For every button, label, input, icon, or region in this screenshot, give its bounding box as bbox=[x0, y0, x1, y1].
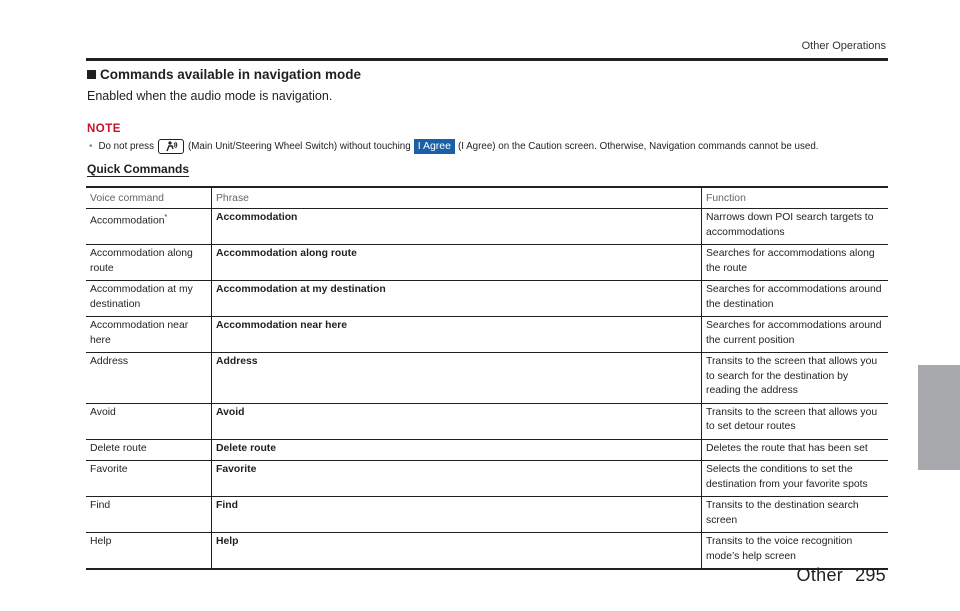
phrase-cell: Find bbox=[212, 497, 702, 533]
phrase-cell: Accommodation bbox=[212, 209, 702, 245]
square-bullet-icon bbox=[87, 70, 96, 79]
voice-command-text: Accommodation near here bbox=[90, 320, 189, 346]
voice-command-cell bbox=[86, 439, 212, 461]
function-cell: Searches for accommodations around the current position bbox=[702, 317, 889, 353]
page-number: 295 bbox=[855, 565, 886, 585]
voice-command-cell bbox=[86, 461, 212, 497]
voice-command-text: Accommodation along route bbox=[90, 248, 193, 274]
voice-command-text: Help bbox=[90, 536, 112, 547]
voice-command-cell bbox=[86, 209, 212, 245]
voice-command-text: Accommodation bbox=[90, 215, 165, 227]
section-intro: Enabled when the audio mode is navigation. bbox=[87, 89, 333, 103]
table-row bbox=[86, 245, 888, 281]
table-row bbox=[86, 461, 888, 497]
voice-command-text: Find bbox=[90, 500, 111, 511]
table-row bbox=[86, 439, 888, 461]
page-footer bbox=[797, 565, 886, 586]
voice-command-text: Favorite bbox=[90, 464, 128, 475]
function-cell: Transits to the destination search screen bbox=[702, 497, 889, 533]
table-row bbox=[86, 317, 888, 353]
table-row bbox=[86, 533, 888, 570]
function-cell: Narrows down POI search targets to accommodations bbox=[702, 209, 889, 245]
function-cell: Transits to the screen that allows you to set detour routes bbox=[702, 403, 889, 439]
phrase-cell: Favorite bbox=[212, 461, 702, 497]
table-row bbox=[86, 353, 888, 404]
voice-command-cell bbox=[86, 245, 212, 281]
header-rule bbox=[86, 58, 888, 61]
chapter-header: Other Operations bbox=[801, 40, 886, 52]
phrase-cell: Avoid bbox=[212, 403, 702, 439]
function-cell: Transits to the screen that allows you to search for the destination by reading the address bbox=[702, 353, 889, 404]
phrase-cell: Accommodation along route bbox=[212, 245, 702, 281]
table-row bbox=[86, 209, 888, 245]
footnote-mark: * bbox=[164, 214, 168, 221]
function-cell: Searches for accommodations along the route bbox=[702, 245, 889, 281]
header-phrase: Phrase bbox=[212, 187, 702, 209]
commands-table bbox=[86, 186, 888, 570]
chapter-side-tab bbox=[918, 365, 960, 470]
phrase-cell: Help bbox=[212, 533, 702, 570]
voice-command-cell bbox=[86, 353, 212, 404]
phrase-cell: Delete route bbox=[212, 439, 702, 461]
voice-command-text: Delete route bbox=[90, 442, 147, 454]
note-text-before-key: Do not press bbox=[98, 141, 154, 152]
voice-command-cell bbox=[86, 281, 212, 317]
talk-switch-icon bbox=[158, 139, 184, 154]
bullet-dot-icon: • bbox=[89, 141, 93, 152]
voice-command-cell bbox=[86, 497, 212, 533]
table-row bbox=[86, 497, 888, 533]
note-text-after-agree: (I Agree) on the Caution screen. Otherwise, Navigation commands cannot be used. bbox=[457, 141, 819, 152]
note-text-after-key: (Main Unit/Steering Wheel Switch) without touching bbox=[187, 141, 411, 152]
section-heading bbox=[87, 67, 361, 82]
phrase-cell: Accommodation at my destination bbox=[212, 281, 702, 317]
note-text bbox=[89, 139, 819, 154]
voice-command-text: Accommodation at my destination bbox=[90, 284, 193, 310]
voice-command-text: Avoid bbox=[90, 406, 116, 418]
header-voice-command: Voice command bbox=[86, 187, 212, 209]
function-cell: Transits to the voice recognition mode’s help screen bbox=[702, 533, 889, 570]
phrase-cell: Accommodation near here bbox=[212, 317, 702, 353]
phrase-cell: Address bbox=[212, 353, 702, 404]
voice-command-cell bbox=[86, 403, 212, 439]
header-function: Function bbox=[702, 187, 889, 209]
voice-command-cell bbox=[86, 317, 212, 353]
table-row bbox=[86, 403, 888, 439]
table-row bbox=[86, 281, 888, 317]
voice-command-text: Address bbox=[90, 356, 129, 367]
table-body bbox=[86, 209, 888, 570]
i-agree-button-sample: I Agree bbox=[414, 139, 455, 154]
note-title: NOTE bbox=[87, 123, 121, 135]
function-cell: Searches for accommodations around the destination bbox=[702, 281, 889, 317]
function-cell: Selects the conditions to set the destination from your favorite spots bbox=[702, 461, 889, 497]
footer-chapter: Other bbox=[796, 565, 844, 585]
table-header-row bbox=[86, 187, 888, 209]
function-cell: Deletes the route that has been set bbox=[702, 439, 889, 461]
section-title: Commands available in navigation mode bbox=[100, 67, 362, 82]
quick-commands-heading: Quick Commands bbox=[87, 162, 190, 176]
voice-command-cell bbox=[86, 533, 212, 570]
